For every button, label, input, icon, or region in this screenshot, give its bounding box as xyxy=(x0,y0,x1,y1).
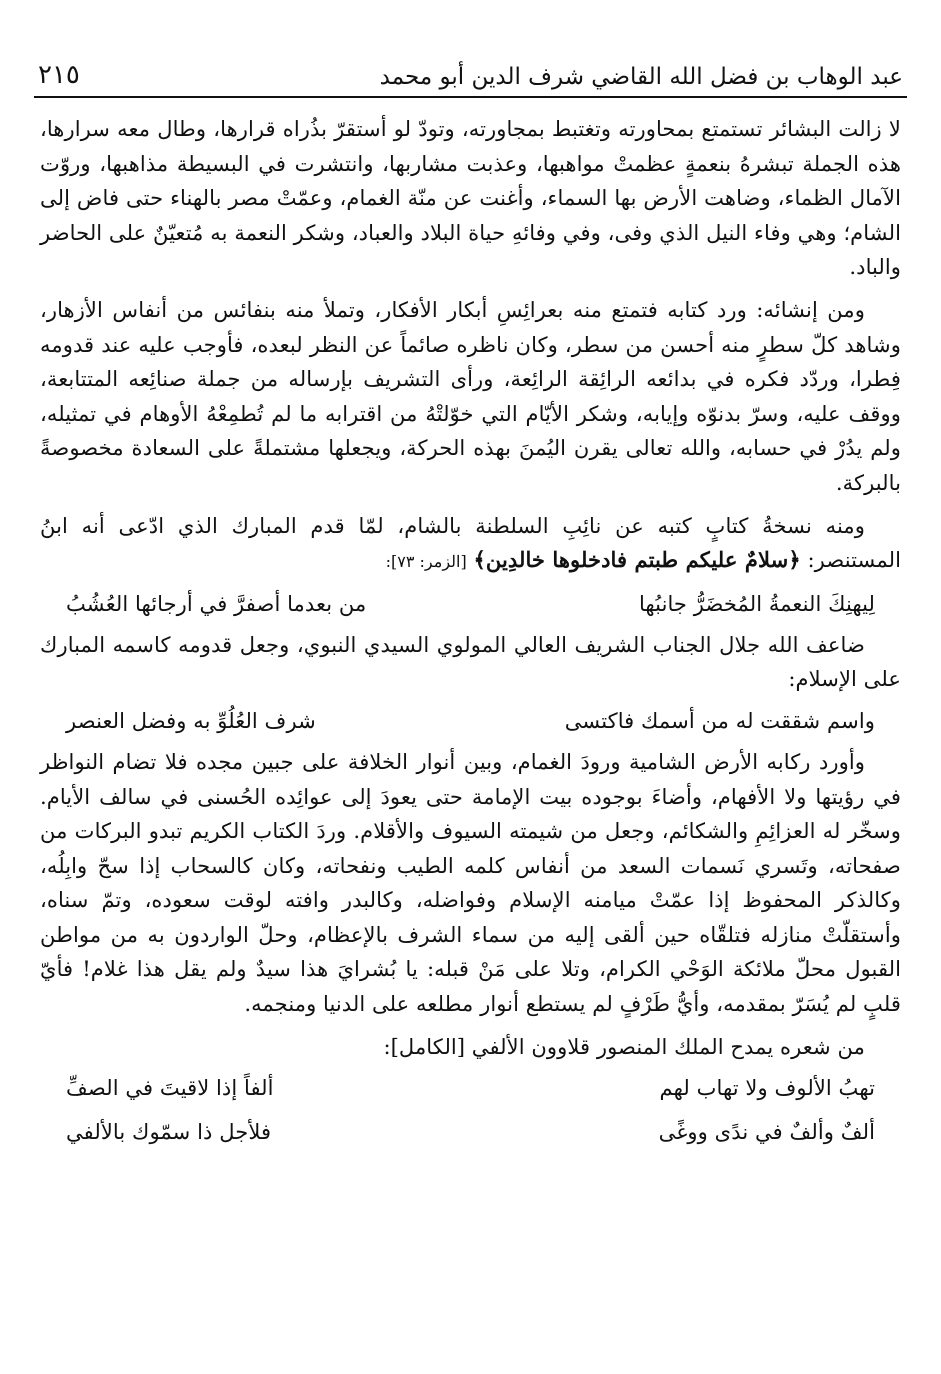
verse-first-hemistich: واسم شققت له من أسمك فاكتسى xyxy=(564,707,875,733)
verse-second-hemistich: فلأجل ذا سمّوك بالألفي xyxy=(66,1119,272,1145)
page-number: ٢١٥ xyxy=(38,60,80,90)
quran-reference: [الزمر: ٧٣]: xyxy=(385,552,467,572)
verse-first-hemistich: تهبُ الألوف ولا تهاب لهم xyxy=(659,1075,875,1101)
verse-first-hemistich: لِيهنِكَ النعمةُ المُخضَرُّ جانبُها xyxy=(638,590,875,616)
paragraph-text: ومنه نسخةُ كتابٍ كتبه عن نائِبِ السلطنة بالشام، لمّا قدم المبارك الذي ادّعى أنه ابنُ المستنصر: xyxy=(40,512,901,573)
header-rule xyxy=(34,96,907,98)
poem-verse xyxy=(40,1068,901,1108)
verse-second-hemistich: ألفاً إذا لاقيتَ في الصفِّ xyxy=(66,1075,274,1101)
paragraph: ومن إنشائه: ورد كتابه فتمتع منه بعرائِسِ أبكار الأفكار، وتملأ منه بنفائس من أنفاس الأزهار، وشاهد كلّ سطرٍ منه أحسن من سطر، وكان ناظره صائماً عن النظر لبعده، فأوجب عليه عند قدومه فِطرا، وردّد فكره في بدائعه الرائِقة الرائِعة، ورأى التشريف بإرساله من جملة صنائِعه المتتابعة، ووقف عليه، وسرّ بدنوّه وإيابه، وشكر الأيّام التي خوّلتْهُ من اقترابه ما لم تُطمِعْهُ الأوهام في تمثيله، ولم يدُرْ في حسابه، والله تعالى يقرن اليُمنَ بهذه الحركة، ويجعلها مشتملةً على السعادة مخصوصةً بالبركة. xyxy=(40,296,901,495)
paragraph: ضاعف الله جلال الجناب الشريف العالي المولوي السيدي النبوي، وجعل قدومه كاسمه المبارك على الإسلام: xyxy=(40,631,901,692)
paragraph: من شعره يمدح الملك المنصور قلاوون الألفي [الكامل]: xyxy=(383,1033,865,1059)
verse-second-hemistich: شرف العُلُوِّ به وفضل العنصر xyxy=(66,707,316,733)
page-header xyxy=(38,46,903,90)
paragraph: لا زالت البشائر تستمتع بمحاورته وتغتبط بمجاورته، وتودّ لو أستقرّ بذُراه قرارها، وطال معه سرارها، هذه الجملة تبشرهُ بنعمةٍ عظمتْ مواهبها، وعذبت مشاربها، وانتشرت في البسيطة مذاهبها، وروّت الآمال الظماء، وضاهت الأرض بها السماء، وأغنت عن منّة الغمام، وعمّتْ مصر بالهناء حتى فاض إلى الشام؛ وهي وفاء النيل الذي وفى، وفي وفائهِ حياة البلاد والعباد، وشكر النعمة به مُتعيّنٌ على الحاضر والباد. xyxy=(40,116,901,280)
verse-first-hemistich: ألفٌ وألفٌ في ندًى ووغًى xyxy=(658,1119,875,1145)
paragraph: وأورد ركابه الأرض الشامية ورودَ الغمام، وبين أنوار الخلافة على جبين مجده فلا تضام النواظر في رؤيتها ولا الأفهام، وأضاءَ بوجوده بيت الإمامة حتى يعودَ إلى عوائِده الحُسنى في سالف الأيام. وسخّر له العزائِمِ والشكائم، وجعل من شيمته السيوف والأقلام. وردَ الكتاب الكريم تبدو البركات من صفحاته، وتَسري نَسمات السعد من أنفاس كلمه الطيب ونفحاته، وكان كالسحاب إذا سحّ وابِلُه، وكالذكر المحفوظ إذا عمّتْ ميامنه الإسلام وفواضله، وكالبدر وافته لوقت سعوده، وتمّ سناه، وأستقلّتْ منازله فتلقّاه حين ألقى إليه من سماء الشرف بالإعظام، وحلّ الواردون به من مواطن القبول محلّ ملائكة الوَحْي الكرام، وتلا على مَنْ قبله: يا بُشرايَ هذا سيدٌ ولم يقل هذا غلام! فأيّ قلبٍ لم يُسَرّ بمقدمه، وأيُّ طَرْفٍ لم يستطع أنوار مطلعه على الدنيا ومنجمه. xyxy=(40,748,901,1017)
poem-verse xyxy=(40,1112,901,1152)
paragraph xyxy=(40,509,901,580)
page-body xyxy=(40,112,901,1156)
poem-verse xyxy=(40,584,901,624)
verse-second-hemistich: من بعدما أصفرَّ في أرجائها العُشُبُ xyxy=(66,590,367,616)
poem-verse xyxy=(40,701,901,741)
quran-verse: ﴿سلامٌ عليكم طبتم فادخلوها خالدِين﴾ xyxy=(473,547,801,573)
running-title: عبد الوهاب بن فضل الله القاضي شرف الدين أبو محمد xyxy=(379,64,903,90)
